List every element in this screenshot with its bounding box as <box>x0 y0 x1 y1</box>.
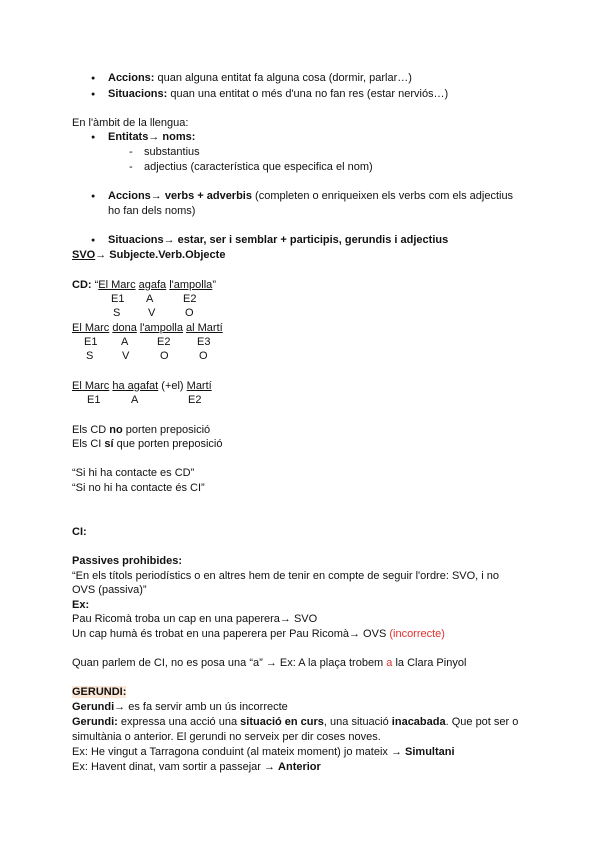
bullet-situacions: ● Situacions: quan una entitat o més d'una no fan res (estar nerviós…) <box>108 88 448 101</box>
passives-example-ovs: Un cap humà és trobat en una paperera per Pau Ricomà→ OVS (incorrecte) <box>72 628 445 640</box>
ci-heading: CI: <box>72 526 87 538</box>
accions-line2: ho fan dels noms) <box>108 205 196 217</box>
subitem-substantius: - substantius <box>144 146 200 159</box>
passives-heading: Passives prohibides: <box>72 555 183 567</box>
gerundi-example-simultani: Ex: He vingut a Tarragona conduint (al mateix moment) jo mateix → Simultani <box>72 746 455 758</box>
passives-example-svo: Pau Ricomà troba un cap en una paperera→ SVO <box>72 613 318 625</box>
passives-ex-label: Ex: <box>72 599 90 611</box>
cd-no-preposicio: Els CD no porten preposició <box>72 424 211 436</box>
document-page: ● Accions: quan alguna entitat fa alguna cosa (dormir, parlar…) ● Situacions: quan una entitat o més d'una no fan res (estar nerviós…) En l'àmbit de la llengua: ● Entitats→ noms: - substantius - adjectius (característica que especifica el nom) ● Accions→ verbs + adverbis (completen o enriqueixen els verbs com els adjectius ho fan dels noms) ● Situacions→ estar, ser i semblar + participis, gerundis i adjectius SVO→ Subjecte.Verb.Objecte CD: “El Marc agafa l'ampolla” E1 A E2 S V O El Marc dona l'ampolla al Martí E1 A E2 E3 S V O O El Marc ha agafat (+el) Martí E1 A E2 Els CD no porten preposició Els CI sí que porten preposició “Si hi ha contacte es CD” “Si no hi ha contacte és CI” CI: Passives prohibides: “En els títols periodístics o en altres hem de tenir en compte de seguir l'ordre: SVO, i no OVS (passiva)” Ex: Pau Ricomà troba un cap en una paperera→ SVO Un cap humà és trobat en una paperera per Pau Ricomà→ OVS (incorrecte) Quan parlem de CI, no es posa una “a” → Ex: A la plaça trobem a la Clara Pinyol GERUNDI: Gerundi→ es fa servir amb un ús incorrecte Gerundi: expressa una acció una situació en curs, una situació inacabada. Que pot ser o simultània o anterior. El gerundi no serveix per dir coses noves. Ex: He vingut a Tarragona conduint (al mateix moment) jo mateix → Simultani Ex: Havent dinat, vam sortir a passejar → Anterior <box>0 0 600 848</box>
cd-example-2: El Marc dona l'ampolla al Martí <box>72 322 223 334</box>
gerundi-line-1: Gerundi→ es fa servir amb un ús incorrecte <box>72 701 288 713</box>
quote-contacte-ci: “Si no hi ha contacte és CI” <box>72 482 205 494</box>
quote-contacte-cd: “Si hi ha contacte es CD” <box>72 467 195 479</box>
passives-text-1: “En els títols periodístics o en altres hem de tenir en compte de seguir l'ordre: SVO, i no <box>72 570 500 582</box>
svo-line: SVO→ Subjecte.Verb.Objecte <box>72 249 226 261</box>
ci-note: Quan parlem de CI, no es posa una “a” → Ex: A la plaça trobem a la Clara Pinyol <box>72 657 467 669</box>
cd-example-3: El Marc ha agafat (+el) Martí <box>72 380 212 392</box>
cd-example-1: CD: “El Marc agafa l'ampolla” <box>72 279 216 291</box>
bullet-situacions-verbs: ● Situacions→ estar, ser i semblar + participis, gerundis i adjectius <box>108 234 448 247</box>
gerundi-heading: GERUNDI: <box>72 686 127 698</box>
ambit-intro: En l'àmbit de la llengua: <box>72 117 189 129</box>
gerundi-example-anterior: Ex: Havent dinat, vam sortir a passejar → Anterior <box>72 761 321 773</box>
gerundi-line-3: simultània o anterior. El gerundi no serveix per dir coses noves. <box>72 731 381 743</box>
bullet-accions: ● Accions: quan alguna entitat fa alguna cosa (dormir, parlar…) <box>108 72 412 85</box>
subitem-adjectius: - adjectius (característica que especifica el nom) <box>144 161 373 174</box>
bullet-entitats: ● Entitats→ noms: <box>108 131 195 144</box>
passives-text-2: OVS (passiva)” <box>72 584 147 596</box>
bullet-accions-verbs: ● Accions→ verbs + adverbis (completen o enriqueixen els verbs com els adjectius <box>108 190 513 203</box>
ci-si-preposicio: Els CI sí que porten preposició <box>72 438 223 450</box>
gerundi-line-2: Gerundi: expressa una acció una situació en curs, una situació inacabada. Que pot ser o <box>72 716 519 728</box>
